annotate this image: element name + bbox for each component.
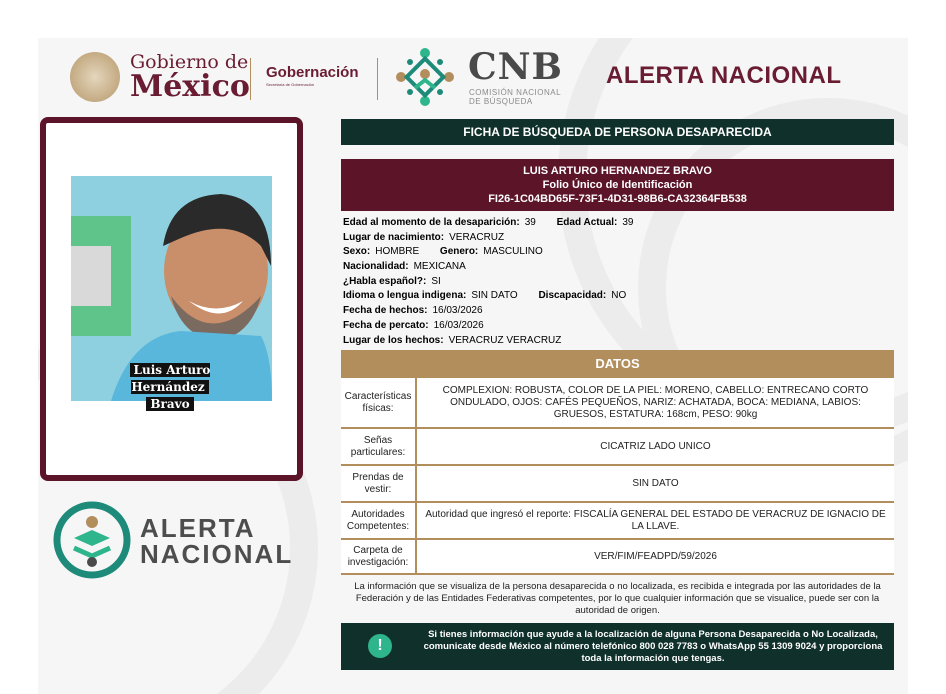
lugar-nacimiento-value: VERACRUZ: [449, 231, 505, 243]
fecha-hechos-value: 16/03/2026: [432, 305, 483, 317]
cnb-subtitle-line-2: DE BÚSQUEDA: [469, 97, 533, 106]
ficha-title-bar: FICHA DE BÚSQUEDA DE PERSONA DESAPARECIDA: [341, 119, 894, 145]
mexico-seal-icon: [70, 52, 120, 102]
nacionalidad-value: MEXICANA: [413, 261, 466, 273]
alerta-nacional-logo-icon: [52, 500, 132, 580]
carpeta-value: VER/FIM/FEADPD/59/2026: [594, 550, 717, 562]
gobierno-mexico-logo: [70, 52, 250, 102]
header-divider: [250, 58, 251, 100]
edad-desaparicion-value: 39: [524, 217, 536, 228]
idioma-value: SIN DATO: [471, 290, 518, 302]
gobernacion-logo-text: Gobernación: [266, 64, 359, 81]
alerta-nacional-logo-line-1: ALERTA: [140, 513, 256, 543]
edad-actual-label: Edad Actual:: [556, 217, 618, 228]
sexo-value: HOMBRE: [375, 246, 420, 258]
cnb-subtitle-line-1: COMISIÓN NACIONAL: [469, 88, 562, 97]
caracteristicas-label: Características físicas:: [341, 378, 417, 427]
cnb-subtitle: [469, 88, 561, 106]
table-row: [341, 503, 894, 540]
alerta-nacional-logo-text: [140, 515, 293, 567]
header-divider: [377, 58, 378, 100]
gobernacion-sub-text: Secretaría de Gobernación: [266, 82, 315, 87]
person-name-box: [341, 159, 894, 211]
sexo-label: Sexo:: [343, 246, 371, 258]
info-row: [343, 216, 893, 231]
prendas-value: SIN DATO: [632, 477, 679, 489]
idioma-label: Idioma o lengua indigena:: [343, 290, 467, 302]
carpeta-label: Carpeta de investigación:: [341, 540, 417, 573]
info-row: [343, 289, 893, 304]
fecha-percato-label: Fecha de percato:: [343, 319, 429, 331]
datos-table: [341, 378, 894, 575]
table-row: [341, 378, 894, 429]
info-row: [343, 245, 893, 260]
cnb-logo-icon: [392, 44, 458, 110]
info-row: [343, 304, 893, 319]
table-row: [341, 429, 894, 466]
info-row: [343, 275, 893, 290]
alerta-nacional-logo-line-2: NACIONAL: [140, 539, 294, 569]
gobierno-big-text: México: [130, 68, 250, 104]
info-row: [343, 260, 893, 275]
lugar-hechos-label: Lugar de los hechos:: [343, 334, 444, 346]
person-name: LUIS ARTURO HERNANDEZ BRAVO: [523, 165, 712, 177]
table-row: [341, 540, 894, 575]
contact-bar: [341, 623, 894, 670]
senas-value: CICATRIZ LADO UNICO: [600, 440, 711, 452]
photo-caption: [92, 362, 248, 413]
datos-title-bar: DATOS: [341, 350, 894, 378]
habla-espanol-value: SI: [431, 275, 441, 287]
info-row: [343, 231, 893, 246]
edad-actual-value: 39: [622, 217, 634, 228]
habla-espanol-label: ¿Habla español?:: [343, 275, 427, 287]
gobierno-small-text: Gobierno de: [130, 50, 249, 73]
photo-caption-line-2: Bravo: [146, 397, 193, 411]
caracteristicas-value: COMPLEXION: ROBUSTA, COLOR DE LA PIEL: MORENO, CABELLO: ENTRECANO CORTO ONDULADO, OJOS: CAFÉS PEQUEÑOS, NARIZ: ACHATADA, BOCA: MEDIANA, LABIOS: GRUESOS, ESTATURA: 168cm, PESO: 90kg: [442, 384, 869, 420]
discapacidad-label: Discapacidad:: [538, 290, 607, 302]
disclaimer-text: La información que se visualiza de la persona desaparecida o no localizada, es recibida e integrada por las autoridades de la Federación y de las Entidades Federativas competentes, por lo que cualquier información que se visualice, puede ser con la autoridad de origen.: [354, 581, 881, 616]
autoridades-label: Autoridades Competentes:: [341, 503, 417, 538]
cnb-title: CNB: [468, 46, 563, 88]
contact-text: Si tienes información que ayude a la localización de alguna Persona Desaparecida o No Localizada, comunicate desde México al número telefónico 800 028 7783 o WhatsApp 55 1309 9024 y proporciona toda la información que tengas.: [423, 629, 883, 664]
alerta-nacional-heading: ALERTA NACIONAL: [606, 62, 842, 89]
lugar-nacimiento-label: Lugar de nacimiento:: [343, 231, 445, 243]
photo-caption-line-1: Luis Arturo Hernández: [131, 363, 211, 394]
autoridades-value: Autoridad que ingresó el reporte: FISCALÍA GENERAL DEL ESTADO DE VERACRUZ DE IGNACIO DE LA LLAVE.: [425, 508, 886, 532]
nacionalidad-label: Nacionalidad:: [343, 261, 409, 273]
folio-value: FI26-1C04BD65F-73F1-4D31-98B6-CA32364FB538: [488, 193, 747, 205]
genero-label: Genero:: [439, 246, 479, 258]
senas-label: Señas particulares:: [341, 429, 417, 464]
info-row: [343, 334, 893, 349]
fecha-hechos-label: Fecha de hechos:: [343, 305, 428, 317]
genero-value: MASCULINO: [483, 246, 543, 258]
discapacidad-value: NO: [611, 290, 627, 302]
person-info: [343, 216, 893, 348]
table-row: [341, 466, 894, 503]
exclamation-icon: !: [368, 634, 392, 658]
lugar-hechos-value: VERACRUZ VERACRUZ: [448, 334, 562, 346]
folio-label: Folio Único de Identificación: [542, 179, 693, 191]
info-row: [343, 319, 893, 334]
fecha-percato-value: 16/03/2026: [433, 319, 484, 331]
edad-desaparicion-label: Edad al momento de la desaparición:: [343, 217, 520, 228]
prendas-label: Prendas de vestir:: [341, 466, 417, 501]
